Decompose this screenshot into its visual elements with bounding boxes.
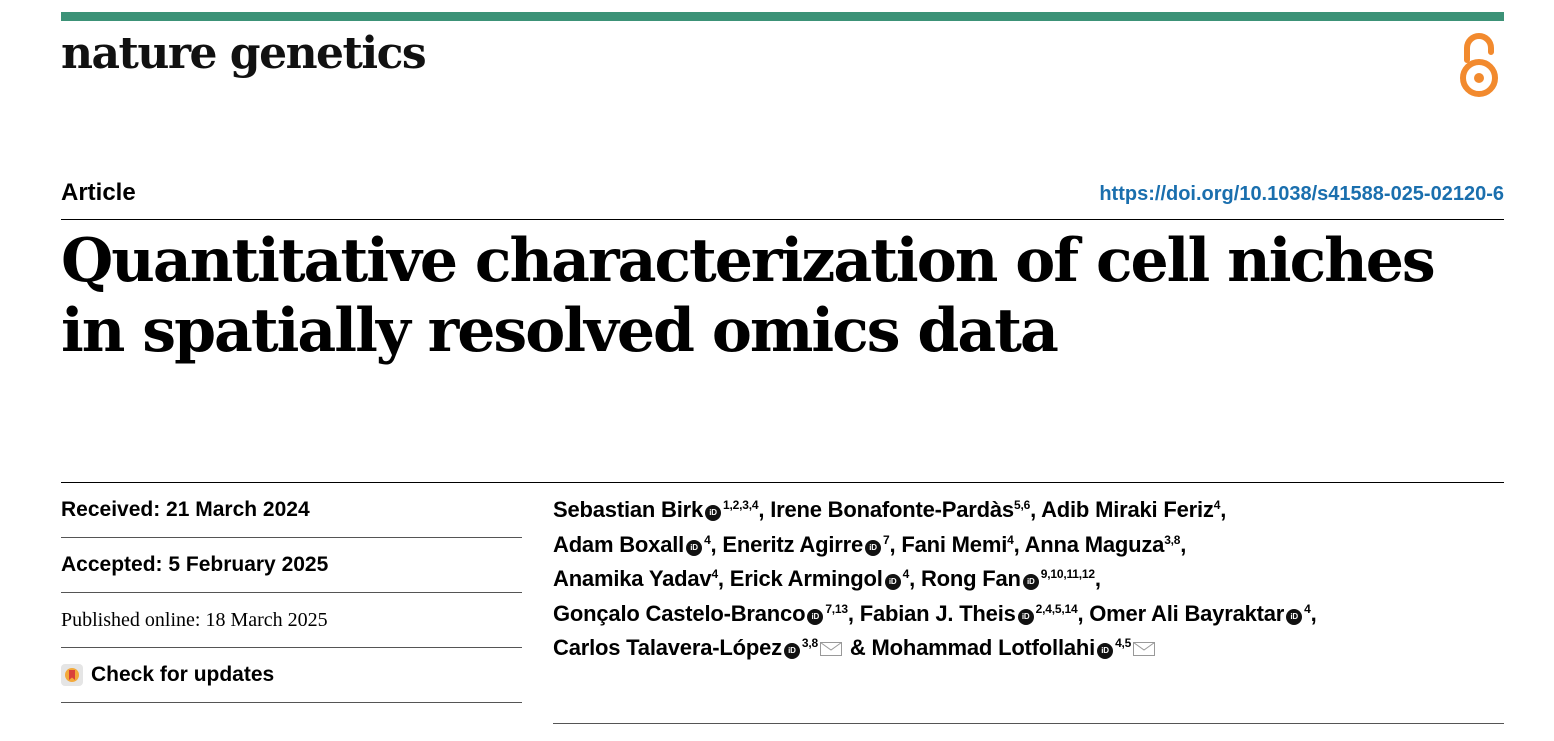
author-name[interactable]: Carlos Talavera-López (553, 635, 782, 660)
orcid-icon[interactable]: iD (1097, 643, 1113, 659)
affiliation-marker: 4 (1007, 532, 1014, 547)
affiliation-marker: 3,8 (1164, 532, 1181, 547)
check-updates-label: Check for updates (91, 663, 275, 686)
author-separator: , (1310, 600, 1317, 626)
affiliation-marker: 4 (902, 567, 910, 581)
author-separator: , (1077, 600, 1090, 626)
affiliation-marker: 7,13 (825, 601, 848, 616)
author-name[interactable]: Gonçalo Castelo-Branco (553, 600, 806, 626)
orcid-icon[interactable]: iD (865, 540, 881, 556)
author-name[interactable]: Omer Ali Bayraktar (1089, 600, 1285, 626)
affiliation-marker: 9,10,11,12 (1040, 567, 1095, 581)
title-line-1: Quantitative characterization of cell niches (61, 226, 1434, 296)
accepted-date: Accepted: 5 February 2025 (61, 538, 522, 593)
author-separator: , (1013, 531, 1025, 557)
author-name[interactable]: Adib Miraki Feriz (1041, 497, 1214, 522)
author-list (553, 493, 1503, 666)
title-divider (61, 219, 1504, 220)
open-access-icon (1455, 30, 1503, 100)
orcid-icon[interactable]: iD (686, 540, 702, 556)
doi-link[interactable]: https://doi.org/10.1038/s41588-025-02120-6 (1099, 183, 1504, 205)
author-separator: , (758, 497, 771, 522)
affiliation-marker: 4,5 (1115, 636, 1132, 650)
author-separator: & (844, 635, 872, 660)
author-separator: , (1094, 566, 1101, 591)
author-name[interactable]: Fani Memi (901, 531, 1008, 557)
author-separator: , (847, 600, 860, 626)
affiliation-marker: 4 (711, 567, 718, 581)
header-rule (61, 12, 1504, 21)
affiliation-marker: 5,6 (1013, 498, 1031, 512)
orcid-icon[interactable]: iD (705, 505, 721, 521)
abstract-divider (553, 723, 1504, 724)
author-name[interactable]: Anamika Yadav (553, 566, 712, 591)
author-name[interactable]: Sebastian Birk (553, 497, 704, 522)
affiliation-marker: 4 (1304, 601, 1311, 616)
article-type: Article (61, 179, 136, 206)
affiliation-marker: 3,8 (801, 636, 819, 650)
orcid-icon[interactable]: iD (1286, 609, 1302, 625)
title-line-2: in spatially resolved omics data (61, 296, 1057, 366)
journal-logo[interactable]: nature genetics (61, 28, 426, 79)
author-name[interactable]: Adam Boxall (553, 531, 685, 557)
envelope-icon[interactable] (820, 642, 842, 656)
check-updates-row (61, 648, 522, 703)
affiliation-marker: 4 (704, 532, 711, 547)
orcid-icon[interactable]: iD (784, 643, 800, 659)
affiliation-marker: 4 (1213, 498, 1221, 512)
author-name[interactable]: Erick Armingol (729, 566, 883, 591)
author-separator: , (1030, 497, 1042, 522)
affiliation-marker: 2,4,5,14 (1035, 601, 1078, 616)
author-name[interactable]: Fabian J. Theis (859, 600, 1016, 626)
author-name[interactable]: Eneritz Agirre (722, 531, 864, 557)
author-separator: , (889, 531, 902, 557)
author-separator: , (710, 531, 723, 557)
affiliation-marker: 7 (883, 532, 890, 547)
article-title (61, 226, 1504, 366)
orcid-icon[interactable]: iD (1018, 609, 1034, 625)
author-name[interactable]: Mohammad Lotfollahi (871, 635, 1096, 660)
author-name[interactable]: Rong Fan (920, 566, 1021, 591)
received-date: Received: 21 March 2024 (61, 483, 522, 538)
author-name[interactable]: Anna Maguza (1024, 531, 1165, 557)
author-name[interactable]: Irene Bonafonte-Pardàs (770, 497, 1014, 522)
author-separator: , (909, 566, 921, 591)
published-date: Published online: 18 March 2025 (61, 593, 522, 648)
dates-panel (61, 483, 522, 703)
orcid-icon[interactable]: iD (885, 574, 901, 590)
affiliation-marker: 1,2,3,4 (723, 498, 759, 512)
check-updates-button[interactable] (61, 663, 274, 687)
check-for-updates-icon (61, 664, 83, 686)
orcid-icon[interactable]: iD (1023, 574, 1039, 590)
orcid-icon[interactable]: iD (807, 609, 823, 625)
author-separator: , (1180, 531, 1187, 557)
author-separator: , (1220, 497, 1227, 522)
author-separator: , (717, 566, 730, 591)
envelope-icon[interactable] (1133, 642, 1155, 656)
